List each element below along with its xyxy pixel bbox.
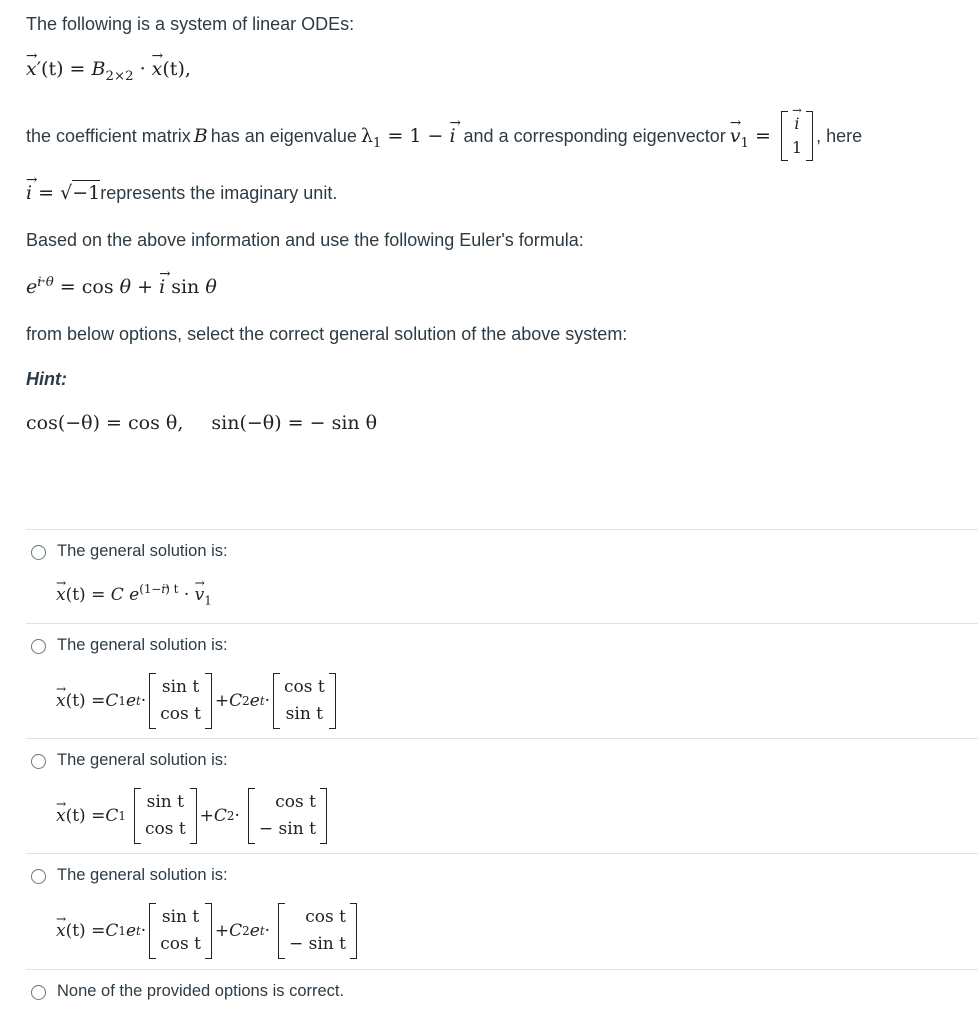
constant-c: C — [110, 585, 124, 605]
constant-c2: C — [229, 921, 243, 941]
plus: + — [199, 806, 214, 826]
eigenvector — [729, 125, 771, 151]
euler-rhs: = cos — [53, 276, 120, 298]
v-vector: → v — [730, 125, 741, 147]
cell: sin t — [285, 704, 324, 724]
e-symbol: e — [125, 691, 136, 711]
theta: θ — [119, 276, 132, 298]
eq-rhs: (t), — [162, 58, 191, 80]
radio-button[interactable] — [31, 639, 46, 654]
cell: sin t — [146, 792, 184, 812]
cell: cos t — [284, 677, 325, 697]
dot: · — [264, 691, 270, 711]
eigen-statement — [26, 106, 862, 166]
lambda-sub: 1 — [372, 135, 382, 151]
eigenvalue — [360, 125, 456, 151]
option-label: The general solution is: — [57, 751, 228, 769]
cell: cos t — [305, 907, 346, 927]
imaginary-statement — [26, 182, 337, 204]
cell: sin t — [161, 677, 200, 697]
matrix-sub: 2×2 — [105, 68, 134, 84]
eig-text: , here — [816, 125, 863, 146]
eig-text: the coefficient matrix — [26, 125, 191, 146]
radio-button[interactable] — [31, 869, 46, 884]
option-math: → x (t) = C 1 e t · sin t cos t + C 2 e t · cos t − sin t — [56, 900, 360, 962]
exp: (1− — [139, 582, 162, 597]
i-symbol: → i — [26, 182, 32, 204]
eig-eq: = — [748, 125, 771, 147]
cell: cos t — [144, 819, 186, 839]
e-symbol: e — [26, 276, 38, 298]
hint-cos: cos(−θ) = cos θ, — [26, 412, 184, 434]
constant-c1: C — [105, 691, 119, 711]
e-symbol: e — [249, 691, 260, 711]
constant-c1: C — [105, 806, 119, 826]
matrix-1 — [149, 673, 212, 729]
radio-button[interactable] — [31, 545, 46, 560]
x-vector: → x — [26, 58, 37, 80]
lhs: (t) = — [65, 691, 106, 711]
dot: · — [140, 921, 147, 941]
i-symbol: → i — [792, 112, 802, 136]
radio-button[interactable] — [31, 754, 46, 769]
dot: · — [133, 58, 152, 80]
cell: cos t — [160, 704, 201, 724]
v-vector: → v — [195, 585, 205, 605]
sqrt-symbol: √ — [60, 182, 73, 204]
lhs: (t) = — [65, 921, 106, 941]
constant-c2: C — [213, 806, 227, 826]
system-equation: → $x'(t) = B_{2\times 2}$ · → x(t), — [26, 58, 191, 80]
e-symbol: e — [125, 921, 136, 941]
matrix-1 — [134, 788, 197, 844]
theta: θ — [45, 274, 54, 290]
option-label: The general solution is: — [57, 866, 228, 884]
matrix-2 — [278, 903, 357, 959]
divider — [26, 853, 978, 854]
euler-rhs: sin — [165, 276, 206, 298]
exp: ) t — [165, 582, 179, 597]
radio-button[interactable] — [31, 985, 46, 1000]
option-math: → x (t) = C 1 e t · sin t cos t + C 2 e t · cos t sin t — [56, 670, 339, 732]
hint-formulas — [26, 412, 377, 434]
i-symbol: → i — [159, 276, 165, 298]
sqrt-arg: −1 — [72, 182, 101, 204]
intro-text: The following is a system of linear ODEs: — [26, 14, 355, 34]
lambda: λ — [360, 125, 373, 147]
hint-sin: sin(−θ) = − sin θ — [211, 412, 378, 434]
dot: · — [140, 691, 147, 711]
lhs: (t) = — [65, 806, 106, 826]
imag-eq: = — [32, 182, 61, 204]
plus: + — [214, 691, 230, 711]
cell: − sin t — [289, 934, 346, 954]
eigenvector-matrix — [781, 111, 813, 161]
dot: · — [234, 806, 240, 826]
divider — [26, 623, 978, 624]
constant-c1: C — [105, 921, 119, 941]
x-vector: → x — [56, 806, 66, 826]
v-sub: 1 — [204, 593, 212, 608]
matrix-b: B — [193, 125, 208, 147]
euler-intro: Based on the above information and use the following Euler's formula: — [26, 230, 584, 250]
cell: sin t — [161, 907, 200, 927]
cell: cos t — [275, 792, 316, 812]
eig-text: and a corresponding eigenvector — [463, 125, 726, 146]
option-math: → x(t) = C $e^{(1-i) t}$ · → $v_1$ — [56, 585, 212, 605]
imag-text: represents the imaginary unit. — [100, 182, 338, 203]
option-label: The general solution is: — [57, 636, 228, 654]
euler-formula: $e^{i \theta} = \cos \theta$ + → i sin θ — [26, 276, 217, 298]
matrix-2 — [273, 673, 336, 729]
e-symbol: e — [123, 585, 140, 605]
eig-eq: = 1 − — [381, 125, 450, 147]
euler-rhs: + — [131, 276, 160, 298]
i-symbol: → i — [449, 125, 455, 147]
divider — [26, 738, 978, 739]
divider — [26, 969, 978, 970]
eq-lhs: (t) = — [41, 58, 92, 80]
dot: · — [264, 921, 270, 941]
select-text: from below options, select the correct general solution of the above system: — [26, 324, 628, 344]
vec-bottom: 1 — [791, 138, 803, 157]
matrix-1 — [149, 903, 212, 959]
lhs: (t) = — [65, 585, 111, 605]
matrix-2 — [248, 788, 327, 844]
hint-label: Hint: — [26, 369, 67, 389]
theta: θ — [205, 276, 217, 298]
x-vector: → x — [56, 921, 66, 941]
x-vector: → x — [56, 585, 66, 605]
x-vector: → x — [152, 58, 163, 80]
matrix-b: B — [91, 58, 106, 80]
cell: − sin t — [258, 819, 316, 839]
option-label: The general solution is: — [57, 542, 228, 560]
divider — [26, 529, 978, 530]
e-symbol: e — [249, 921, 260, 941]
eig-text: has an eigenvalue — [210, 125, 357, 146]
dot: · — [178, 585, 195, 605]
v-sub: 1 — [740, 135, 749, 151]
x-vector: → x — [56, 691, 66, 711]
option-math: → x (t) = C 1 sin t cos t + C 2 · cos t − sin t — [56, 785, 330, 847]
plus: + — [214, 921, 230, 941]
constant-c2: C — [229, 691, 243, 711]
option-label: None of the provided options is correct. — [57, 982, 345, 1000]
cell: cos t — [160, 934, 201, 954]
